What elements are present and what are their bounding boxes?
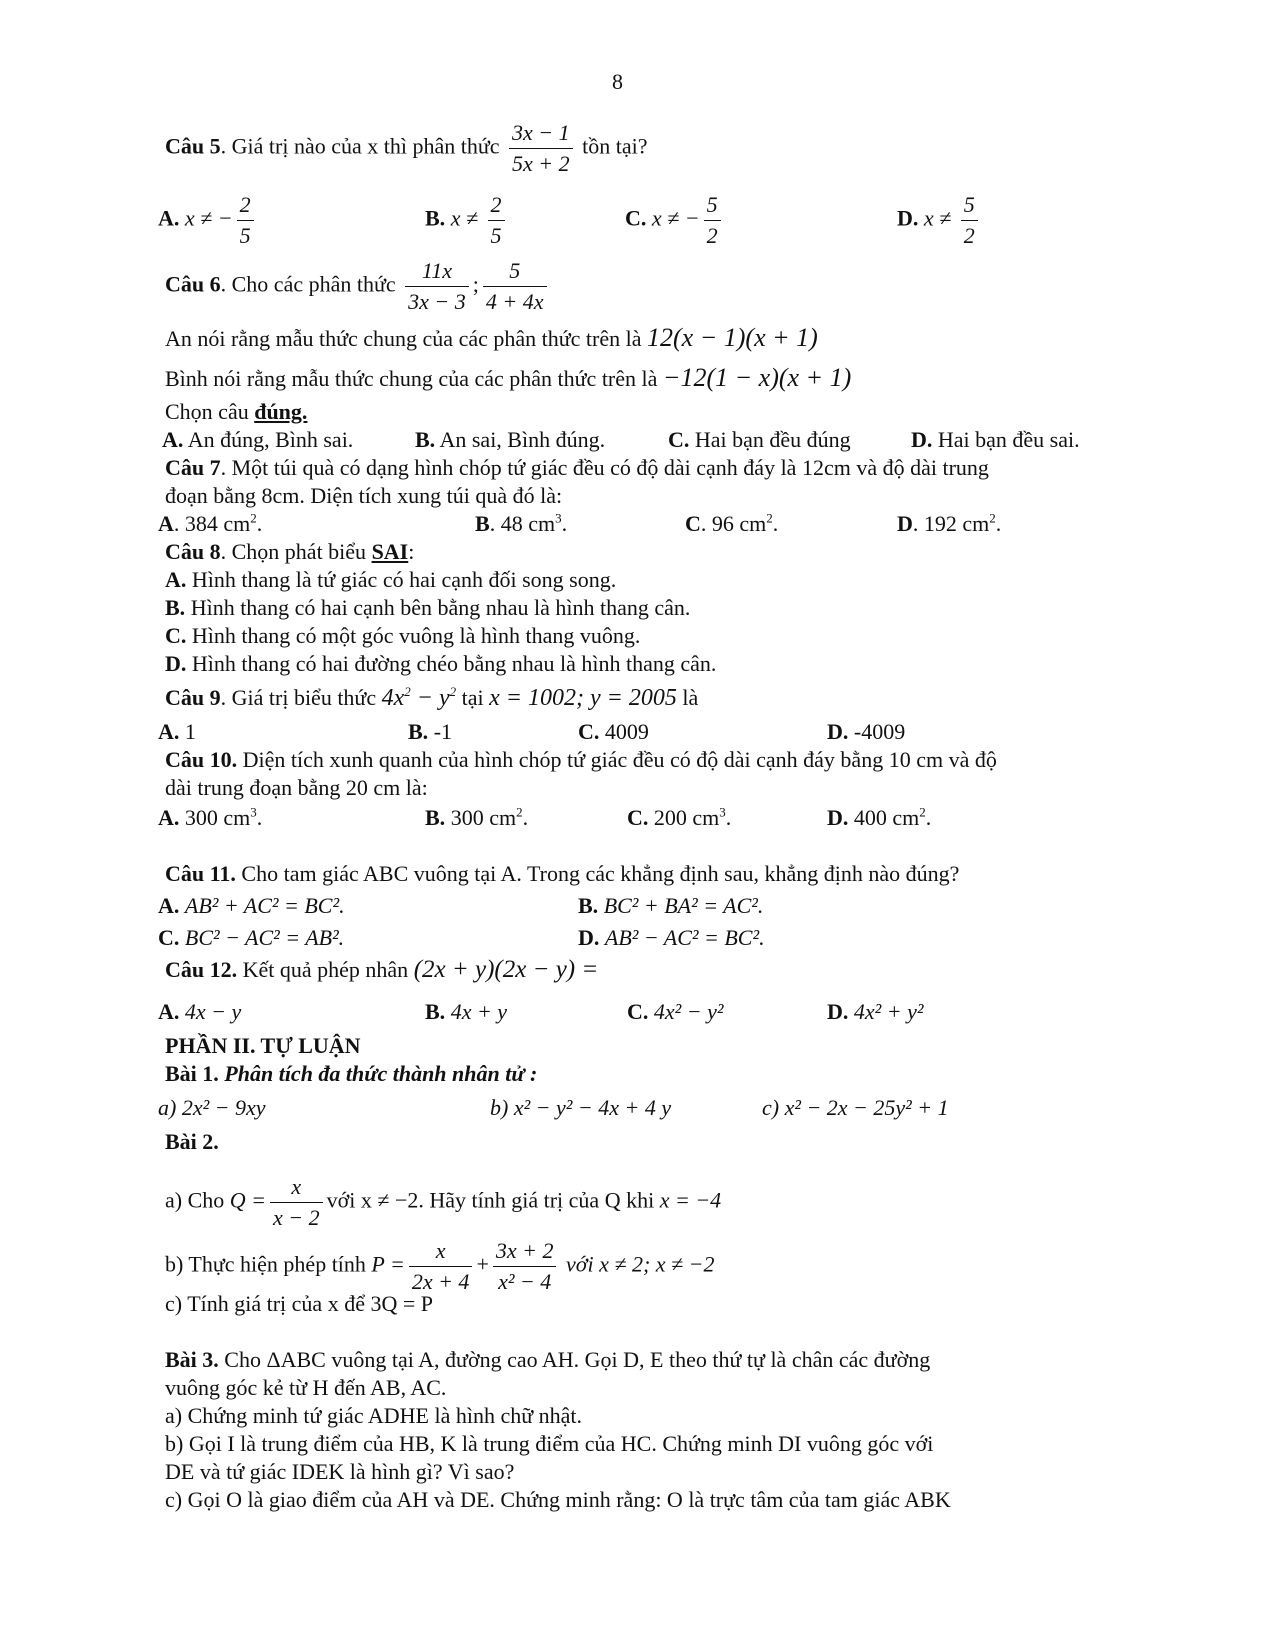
option-c[interactable]: C. 4x² − y²	[627, 999, 724, 1024]
fraction: $\frac{3x - 1}{5x + 2}$	[509, 118, 573, 179]
exercise-3-line2: vuông góc kẻ từ H đến AB, AC.	[165, 1375, 447, 1400]
exercise-1-c: c) x² − 2x − 25y² + 1	[762, 1095, 949, 1120]
question-11: Câu 11. Cho tam giác ABC vuông tại A. Trong các khẳng định sau, khẳng định nào đúng?	[165, 861, 960, 886]
option-b[interactable]: B. 4x + y	[425, 999, 508, 1024]
option-d[interactable]: D. Hình thang có hai đường chéo bằng nhau là hình thang cân.	[165, 651, 717, 676]
exercise-1-a: a) 2x² − 9xy	[158, 1095, 266, 1120]
question-10-line2: dài trung đoạn bằng 20 cm là:	[165, 775, 428, 800]
question-text: . Cho các phân thức	[220, 271, 396, 297]
exercise-3: Bài 3. Cho ΔABC vuông tại A, đường cao AH. Gọi D, E theo thứ tự là chân các đường	[165, 1347, 931, 1372]
question-10: Câu 10. Diện tích xunh quanh của hình chóp tứ giác đều có độ dài cạnh đáy bằng 10 cm và độ	[165, 747, 997, 772]
option-c[interactable]: C. x ≠ − $\frac{5}{2}$	[625, 190, 725, 251]
option-a[interactable]: A. Hình thang là tứ giác có hai cạnh đối song song.	[165, 567, 617, 592]
option-a[interactable]: A. AB² + AC² = BC².	[158, 893, 345, 918]
question-9: Câu 9. Giá trị biểu thức $4x^2 - y^2$ tại x = 1002; y = 2005 là	[165, 684, 699, 711]
question-tail: tồn tại?	[582, 133, 648, 159]
option-b[interactable]: B. x ≠ $\frac{2}{5}$	[425, 190, 509, 251]
question-7-line2: đoạn bằng 8cm. Diện tích xung túi quà đó là:	[165, 483, 563, 508]
question-label: Câu 5	[165, 133, 221, 159]
exercise-3-b: b) Gọi I là trung điểm của HB, K là trung điểm của HC. Chứng minh DI vuông góc với	[165, 1431, 934, 1456]
question-6: Câu 6. Cho các phân thức $\frac{11x}{3x - 3}$ ; $\frac{5}{4 + 4x}$	[165, 256, 551, 317]
option-d[interactable]: D. 400 $cm^2$.	[827, 804, 932, 830]
exercise-2-a: a) Cho Q = $\frac{x}{x - 2}$ với x ≠ −2. Hãy tính giá trị của Q khi x = −4	[165, 1174, 722, 1230]
option-b[interactable]: B. BC² + BA² = AC².	[578, 893, 764, 918]
option-d[interactable]: D. AB² − AC² = BC².	[578, 925, 765, 950]
option-d[interactable]: D. 4x² + y²	[827, 999, 924, 1024]
q6-binh-statement: Bình nói rằng mẫu thức chung của các phân thức trên là −12(1 − x)(x + 1)	[165, 363, 852, 392]
option-c[interactable]: C. Hình thang có một góc vuông là hình thang vuông.	[165, 623, 641, 648]
option-a[interactable]: A. 384 $cm^2$.	[158, 510, 263, 536]
question-7: Câu 7. Một túi quà có dạng hình chóp tứ giác đều có độ dài cạnh đáy là 12cm và độ dài trung	[165, 455, 989, 480]
option-d[interactable]: D. 192 $cm^2$.	[897, 510, 1002, 536]
option-c[interactable]: C. Hai bạn đều đúng	[668, 427, 851, 452]
option-a[interactable]: A. An đúng, Bình sai.	[162, 427, 354, 452]
exercise-2-c: c) Tính giá trị của x để 3Q = P	[165, 1291, 433, 1316]
option-a[interactable]: A. 300 $cm^3$.	[158, 804, 263, 830]
exercise-1-b: b) x² − y² − 4x + 4 y	[490, 1095, 672, 1120]
exercise-1: Bài 1. Phân tích đa thức thành nhân tử :	[165, 1061, 538, 1086]
question-12: Câu 12. Kết quả phép nhân (2x + y)(2x − y) =	[165, 956, 599, 983]
question-label: Câu 6	[165, 271, 221, 297]
option-d[interactable]: D. Hai bạn đều sai.	[911, 427, 1080, 452]
option-b[interactable]: B. 300 $cm^2$.	[425, 804, 529, 830]
q6-choose: Chọn câu đúng.	[165, 399, 308, 424]
exercise-2: Bài 2.	[165, 1129, 219, 1154]
option-d[interactable]: D. -4009	[827, 719, 906, 744]
exercise-2-b: b) Thực hiện phép tính P = $\frac{x}{2x + 4}$ + $\frac{3x + 2}{\text{x² − 4}}$ với x ≠ 2; x ≠ −2	[165, 1238, 715, 1294]
question-text: . Giá trị nào của x thì phân thức	[220, 133, 500, 159]
option-d[interactable]: D. x ≠ $\frac{5}{2}$	[897, 190, 982, 251]
option-c[interactable]: C. BC² − AC² = AB².	[158, 925, 345, 950]
question-8: Câu 8. Chọn phát biểu SAI:	[165, 539, 415, 564]
exercise-3-a: a) Chứng minh tứ giác ADHE là hình chữ nhật.	[165, 1403, 583, 1428]
option-a[interactable]: A. x ≠ − $\frac{2}{5}$	[158, 190, 258, 251]
option-c[interactable]: C. 200 $cm^3$.	[627, 804, 732, 830]
option-a[interactable]: A. 1	[158, 719, 196, 744]
q6-an-statement: An nói rằng mẫu thức chung của các phân thức trên là 12(x − 1)(x + 1)	[165, 323, 818, 352]
exercise-3-b-cont: DE và tứ giác IDEK là hình gì? Vì sao?	[165, 1459, 515, 1484]
exercise-3-c: c) Gọi O là giao điểm của AH và DE. Chứng minh rằng: O là trực tâm của tam giác ABK	[165, 1487, 951, 1512]
section-title: PHẦN II. TỰ LUẬN	[165, 1033, 361, 1058]
option-b[interactable]: B. 48 $cm^3$.	[475, 510, 568, 536]
option-b[interactable]: B. -1	[408, 719, 453, 744]
page-number: 8	[612, 69, 623, 94]
question-5	[165, 118, 648, 179]
option-c[interactable]: C. 96 $cm^2$.	[685, 510, 779, 536]
option-b[interactable]: B. An sai, Bình đúng.	[415, 427, 606, 452]
option-c[interactable]: C. 4009	[578, 719, 649, 744]
option-a[interactable]: A. 4x − y	[158, 999, 242, 1024]
option-b[interactable]: B. Hình thang có hai cạnh bên bằng nhau là hình thang cân.	[165, 595, 691, 620]
